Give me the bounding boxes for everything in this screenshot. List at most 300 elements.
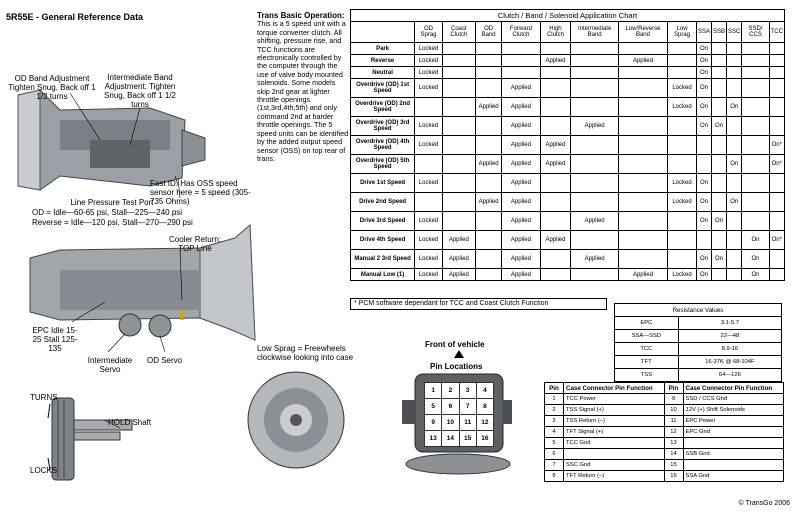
chart-cell — [742, 193, 769, 212]
chart-cell — [415, 98, 443, 117]
resistance-table — [614, 303, 782, 382]
low-sprag-label: Low Sprag = Freewheels clockwise looking into case — [257, 344, 354, 362]
chart-cell: On — [727, 193, 742, 212]
chart-cell — [742, 55, 769, 67]
chart-cell: Applied — [540, 231, 571, 250]
chart-cell — [415, 193, 443, 212]
chart-row — [351, 43, 785, 55]
chart-cell: Locked — [415, 79, 443, 98]
chart-cell — [668, 55, 697, 67]
chart-cell: Applied — [475, 98, 501, 117]
chart-cell: Applied — [502, 269, 540, 281]
chart-row — [351, 55, 785, 67]
pin-number: 11 — [664, 416, 683, 427]
chart-cell — [571, 193, 618, 212]
chart-cell: On — [697, 193, 712, 212]
chart-cell: Applied — [502, 117, 540, 136]
chart-row — [351, 117, 785, 136]
chart-cell — [475, 136, 501, 155]
chart-cell: Locked — [415, 136, 443, 155]
chart-row-label: Drive 3rd Speed — [351, 212, 415, 231]
chart-cell — [727, 136, 742, 155]
chart-cell: Applied — [475, 155, 501, 174]
pin-function: TSS Signal (+) — [564, 405, 665, 416]
chart-cell — [618, 117, 667, 136]
chart-cell: On — [697, 43, 712, 55]
pin-row — [545, 471, 784, 482]
chart-cell — [712, 231, 727, 250]
chart-cell — [712, 193, 727, 212]
chart-cell: On — [712, 117, 727, 136]
chart-cell: On* — [769, 136, 784, 155]
resistance-component: TFT — [615, 356, 679, 369]
chart-cell — [540, 117, 571, 136]
cooler-return-label: Cooler Return: TOP Line — [168, 235, 222, 253]
pin-row — [545, 438, 784, 449]
chart-cell: Applied — [540, 136, 571, 155]
chart-row — [351, 269, 785, 281]
chart-column-header: Forward Clutch — [502, 22, 540, 43]
chart-cell — [769, 212, 784, 231]
chart-cell — [502, 67, 540, 79]
chart-cell: Applied — [502, 250, 540, 269]
resistance-row — [615, 317, 782, 330]
pin-number: 14 — [664, 449, 683, 460]
chart-cell — [742, 117, 769, 136]
chart-cell — [697, 155, 712, 174]
chart-cell — [540, 43, 571, 55]
chart-row — [351, 67, 785, 79]
chart-cell: Applied — [502, 155, 540, 174]
chart-row — [351, 231, 785, 250]
chart-cell — [540, 79, 571, 98]
chart-cell — [571, 55, 618, 67]
chart-cell: On — [697, 117, 712, 136]
pin-header-4: Case Connector Pin Function — [683, 383, 784, 394]
pin-function: SSA Gnd — [683, 471, 784, 482]
pin-function: TSS Return (–) — [564, 416, 665, 427]
epc-label: EPC Idle 15-25 Stall 125-135 — [32, 326, 78, 353]
pin-table-header — [545, 383, 784, 394]
chart-cell — [769, 55, 784, 67]
pin-11: 11 — [459, 415, 476, 431]
pin-function: TCC Gnd — [564, 438, 665, 449]
chart-cell — [769, 117, 784, 136]
chart-cell — [442, 117, 475, 136]
copyright: © TransGo 2006 — [738, 500, 790, 507]
chart-cell — [618, 155, 667, 174]
pin-number: 1 — [545, 394, 564, 405]
chart-row-label: Drive 2nd Speed — [351, 193, 415, 212]
chart-cell — [712, 79, 727, 98]
chart-cell: Locked — [668, 174, 697, 193]
chart-cell — [540, 193, 571, 212]
chart-cell — [571, 174, 618, 193]
resistance-row — [615, 330, 782, 343]
chart-cell: Applied — [502, 212, 540, 231]
pin-number: 15 — [664, 460, 683, 471]
chart-column-header: OD Band — [475, 22, 501, 43]
chart-cell: Locked — [668, 98, 697, 117]
pin-14: 14 — [442, 431, 459, 447]
locks-label: LOCKS — [30, 466, 58, 475]
chart-cell — [668, 250, 697, 269]
chart-cell — [442, 193, 475, 212]
chart-cell — [442, 155, 475, 174]
chart-row-label: Drive 4th Speed — [351, 231, 415, 250]
chart-cell — [540, 269, 571, 281]
chart-cell: Applied — [502, 98, 540, 117]
chart-cell — [475, 269, 501, 281]
pin-row — [545, 394, 784, 405]
chart-cell: On — [712, 212, 727, 231]
chart-cell — [712, 43, 727, 55]
chart-cell — [668, 43, 697, 55]
chart-cell: On — [727, 155, 742, 174]
chart-cell — [540, 174, 571, 193]
chart-cell — [697, 231, 712, 250]
resistance-title: Resistance Values — [615, 304, 782, 317]
chart-cell: Applied — [540, 155, 571, 174]
chart-cell — [769, 193, 784, 212]
chart-header-row — [351, 22, 785, 43]
chart-cell — [727, 174, 742, 193]
pin-number: 10 — [664, 405, 683, 416]
chart-cell — [571, 155, 618, 174]
chart-cell — [475, 174, 501, 193]
chart-cell: Applied — [502, 136, 540, 155]
resistance-component: TCC — [615, 343, 679, 356]
resistance-value: 16-37K @ 68-104F — [678, 356, 781, 369]
chart-cell — [571, 67, 618, 79]
chart-cell — [618, 174, 667, 193]
resistance-row — [615, 369, 782, 382]
chart-column-header: High Clutch — [540, 22, 571, 43]
pin-row — [545, 405, 784, 416]
chart-cell: Applied — [618, 55, 667, 67]
chart-cell — [769, 269, 784, 281]
pin-3: 3 — [459, 383, 476, 399]
chart-cell — [502, 43, 540, 55]
chart-cell — [727, 250, 742, 269]
chart-row — [351, 174, 785, 193]
chart-cell — [727, 212, 742, 231]
chart-cell — [540, 98, 571, 117]
pin-function: SSB Gnd — [683, 449, 784, 460]
resistance-component: SSA—SSD — [615, 330, 679, 343]
chart-cell: Locked — [415, 43, 443, 55]
page-title: 5R55E - General Reference Data — [6, 12, 144, 22]
chart-cell — [668, 67, 697, 79]
chart-cell — [668, 117, 697, 136]
chart-cell — [727, 269, 742, 281]
chart-cell — [769, 98, 784, 117]
chart-cell — [618, 136, 667, 155]
chart-cell: On — [742, 250, 769, 269]
chart-cell: Applied — [540, 55, 571, 67]
pin-function — [564, 449, 665, 460]
chart-row — [351, 98, 785, 117]
chart-row-label: Drive 1st Speed — [351, 174, 415, 193]
pin-13: 13 — [425, 431, 442, 447]
intermediate-servo-label: Intermediate Servo — [87, 356, 133, 374]
resistance-row — [615, 356, 782, 369]
chart-cell — [769, 67, 784, 79]
pin-function-table — [544, 382, 784, 482]
chart-column-header: SSC — [727, 22, 742, 43]
chart-cell: On* — [769, 231, 784, 250]
chart-cell — [742, 98, 769, 117]
chart-cell — [475, 67, 501, 79]
pin-function: TFT Return (–) — [564, 471, 665, 482]
chart-cell: Applied — [475, 193, 501, 212]
line-pressure-od: OD = Idle—60-65 psi, Stall—225—240 psi — [32, 208, 183, 217]
pin-function: SSC Gnd — [564, 460, 665, 471]
pin-header-1: Pin — [545, 383, 564, 394]
chart-cell: Applied — [571, 117, 618, 136]
line-pressure-title: Line Pressure Test Port — [70, 198, 154, 207]
resistance-body — [615, 317, 782, 382]
chart-row-label: Overdrive (OD) 3rd Speed — [351, 117, 415, 136]
pin-number: 8 — [545, 471, 564, 482]
chart-corner-cell — [351, 22, 415, 43]
chart-cell: Applied — [442, 269, 475, 281]
chart-cell — [727, 231, 742, 250]
pin-8: 8 — [476, 399, 493, 415]
chart-cell — [442, 174, 475, 193]
pin-number: 5 — [545, 438, 564, 449]
chart-column-header: Low Sprag — [668, 22, 697, 43]
pin-function — [683, 438, 784, 449]
chart-cell — [668, 212, 697, 231]
chart-cell: On — [697, 269, 712, 281]
chart-cell — [727, 79, 742, 98]
chart-cell — [442, 43, 475, 55]
chart-cell: Applied — [618, 269, 667, 281]
chart-cell — [712, 136, 727, 155]
chart-cell — [727, 117, 742, 136]
pin-function: SSD / CCS Gnd — [683, 394, 784, 405]
chart-cell — [618, 212, 667, 231]
hold-shaft-label: HOLD Shaft — [108, 418, 152, 427]
chart-cell — [618, 98, 667, 117]
chart-cell — [475, 55, 501, 67]
pin-function: TFT Signal (+) — [564, 427, 665, 438]
chart-column-header: Low/Reverse Band — [618, 22, 667, 43]
pin-row — [545, 460, 784, 471]
chart-cell — [571, 269, 618, 281]
chart-cell — [571, 79, 618, 98]
chart-cell: On — [727, 98, 742, 117]
chart-cell — [742, 155, 769, 174]
resistance-component: TSS — [615, 369, 679, 382]
chart-row-label: Overdrive (OD) 4th Speed — [351, 136, 415, 155]
pin-number: 7 — [545, 460, 564, 471]
chart-footnote: * PCM software dependant for TCC and Coast Clutch Function — [350, 298, 607, 310]
chart-cell: On — [697, 79, 712, 98]
chart-cell — [742, 67, 769, 79]
chart-cell: Locked — [415, 250, 443, 269]
chart-cell — [618, 250, 667, 269]
chart-cell: Locked — [668, 79, 697, 98]
chart-cell — [475, 43, 501, 55]
chart-cell — [442, 67, 475, 79]
pin-function — [683, 460, 784, 471]
chart-cell: Locked — [415, 231, 443, 250]
chart-cell: Locked — [668, 193, 697, 212]
chart-title: Clutch / Band / Solenoid Application Chart — [351, 10, 785, 22]
chart-cell — [712, 67, 727, 79]
pin-table-body — [545, 394, 784, 482]
resistance-value: 64—126 — [678, 369, 781, 382]
connector-pin-grid — [424, 382, 494, 447]
chart-cell: Applied — [442, 231, 475, 250]
chart-cell: Locked — [415, 67, 443, 79]
chart-cell: Applied — [502, 79, 540, 98]
intermediate-band-label: Intermediate Band Adjustment: Tighten Snug, Back off 1 1/2 turns — [104, 73, 176, 109]
pin-10: 10 — [442, 415, 459, 431]
chart-cell — [618, 79, 667, 98]
chart-cell — [442, 212, 475, 231]
chart-cell — [442, 55, 475, 67]
chart-cell — [618, 67, 667, 79]
chart-cell: Locked — [415, 174, 443, 193]
pin-1: 1 — [425, 383, 442, 399]
chart-cell: On — [697, 67, 712, 79]
pin-number: 13 — [664, 438, 683, 449]
chart-cell — [668, 231, 697, 250]
pin-function: 12V (+) Shift Solenoids — [683, 405, 784, 416]
chart-cell — [618, 231, 667, 250]
chart-column-header: SSA — [697, 22, 712, 43]
resistance-value: 22—48 — [678, 330, 781, 343]
pin-9: 9 — [425, 415, 442, 431]
chart-cell — [727, 67, 742, 79]
pin-header-3: Pin — [664, 383, 683, 394]
chart-column-header: OD Sprag — [415, 22, 443, 43]
chart-cell — [712, 55, 727, 67]
chart-cell: On — [697, 55, 712, 67]
chart-cell — [727, 43, 742, 55]
chart-cell — [618, 193, 667, 212]
chart-cell — [442, 79, 475, 98]
chart-cell — [712, 98, 727, 117]
chart-cell — [742, 174, 769, 193]
chart-cell: On — [697, 98, 712, 117]
resistance-value: 8.9-16 — [678, 343, 781, 356]
chart-row — [351, 79, 785, 98]
pin-2: 2 — [442, 383, 459, 399]
chart-cell — [475, 212, 501, 231]
pin-locations-label: Pin Locations — [430, 362, 483, 371]
chart-row — [351, 193, 785, 212]
chart-body — [351, 43, 785, 281]
pin-number: 12 — [664, 427, 683, 438]
chart-cell: On — [697, 250, 712, 269]
chart-cell — [769, 250, 784, 269]
chart-cell — [571, 43, 618, 55]
pin-number: 2 — [545, 405, 564, 416]
chart-cell — [502, 55, 540, 67]
resistance-value: 3.1-5.7 — [678, 317, 781, 330]
pin-number: 16 — [664, 471, 683, 482]
chart-row-label: Reverse — [351, 55, 415, 67]
od-band-label: OD Band Adjustment Tighten Snug, Back off 1 1/2 turns — [8, 74, 96, 101]
pin-function: EPC Power — [683, 416, 784, 427]
pin-row — [545, 416, 784, 427]
chart-cell — [769, 174, 784, 193]
chart-cell — [769, 43, 784, 55]
chart-cell — [668, 136, 697, 155]
chart-cell: On — [712, 250, 727, 269]
chart-cell — [742, 79, 769, 98]
pin-number: 9 — [664, 394, 683, 405]
chart-cell — [742, 43, 769, 55]
pin-row — [545, 449, 784, 460]
chart-column-header: SSD/ CCS — [742, 22, 769, 43]
chart-row-label: Neutral — [351, 67, 415, 79]
pin-7: 7 — [459, 399, 476, 415]
fast-id-label: Fast ID: Has OSS speed sensor here = 5 speed (305-735 Ohms) — [150, 179, 251, 206]
chart-cell: Applied — [442, 250, 475, 269]
chart-cell — [415, 155, 443, 174]
turns-label: TURNS — [30, 393, 58, 402]
chart-cell — [742, 136, 769, 155]
pin-6: 6 — [442, 399, 459, 415]
chart-cell — [769, 79, 784, 98]
chart-cell: Applied — [571, 250, 618, 269]
chart-cell: Applied — [502, 174, 540, 193]
chart-column-header: TCC — [769, 22, 784, 43]
chart-cell — [618, 43, 667, 55]
chart-cell: Applied — [502, 193, 540, 212]
chart-cell — [571, 136, 618, 155]
pin-16: 16 — [476, 431, 493, 447]
low-sprag-image — [248, 372, 344, 468]
resistance-component: EPC — [615, 317, 679, 330]
chart-row-label: Manual Low (1) — [351, 269, 415, 281]
chart-cell: Locked — [415, 117, 443, 136]
chart-cell: On — [742, 269, 769, 281]
pin-5: 5 — [425, 399, 442, 415]
od-servo-label: OD Servo — [147, 356, 183, 365]
pin-row — [545, 427, 784, 438]
pin-function: TCC Power — [564, 394, 665, 405]
chart-cell: Locked — [415, 269, 443, 281]
pin-number: 6 — [545, 449, 564, 460]
basic-operation-body: This is a 5 speed unit with a torque converter clutch. All shifting, pressure rise, and TCC functions are electronically controlled by the computer through the use of valve body mounted solenoids. Some models skip 2nd gear at lighter throttle openings (1st,3rd,4th,5th) and only command 2nd at harder throttle openings. The 5 speed units can be identified by the added output speed sensor (OSS) on top rear of trans. — [257, 19, 349, 163]
arrow-up-icon — [454, 350, 464, 360]
line-pressure-reverse: Reverse = Idle—120 psi, Stall—270—290 psi — [32, 218, 193, 227]
chart-cell: Locked — [415, 212, 443, 231]
chart-cell — [475, 250, 501, 269]
chart-cell — [540, 250, 571, 269]
chart-cell — [442, 136, 475, 155]
chart-cell — [712, 155, 727, 174]
chart-row — [351, 155, 785, 174]
pin-header-2: Case Connector Pin Function — [564, 383, 665, 394]
chart-cell — [712, 174, 727, 193]
pin-15: 15 — [459, 431, 476, 447]
chart-cell — [571, 231, 618, 250]
pin-4: 4 — [476, 383, 493, 399]
chart-column-header: SSB — [712, 22, 727, 43]
chart-cell — [475, 79, 501, 98]
chart-cell — [540, 212, 571, 231]
application-chart — [350, 9, 785, 281]
chart-cell: Locked — [668, 269, 697, 281]
chart-cell — [697, 136, 712, 155]
